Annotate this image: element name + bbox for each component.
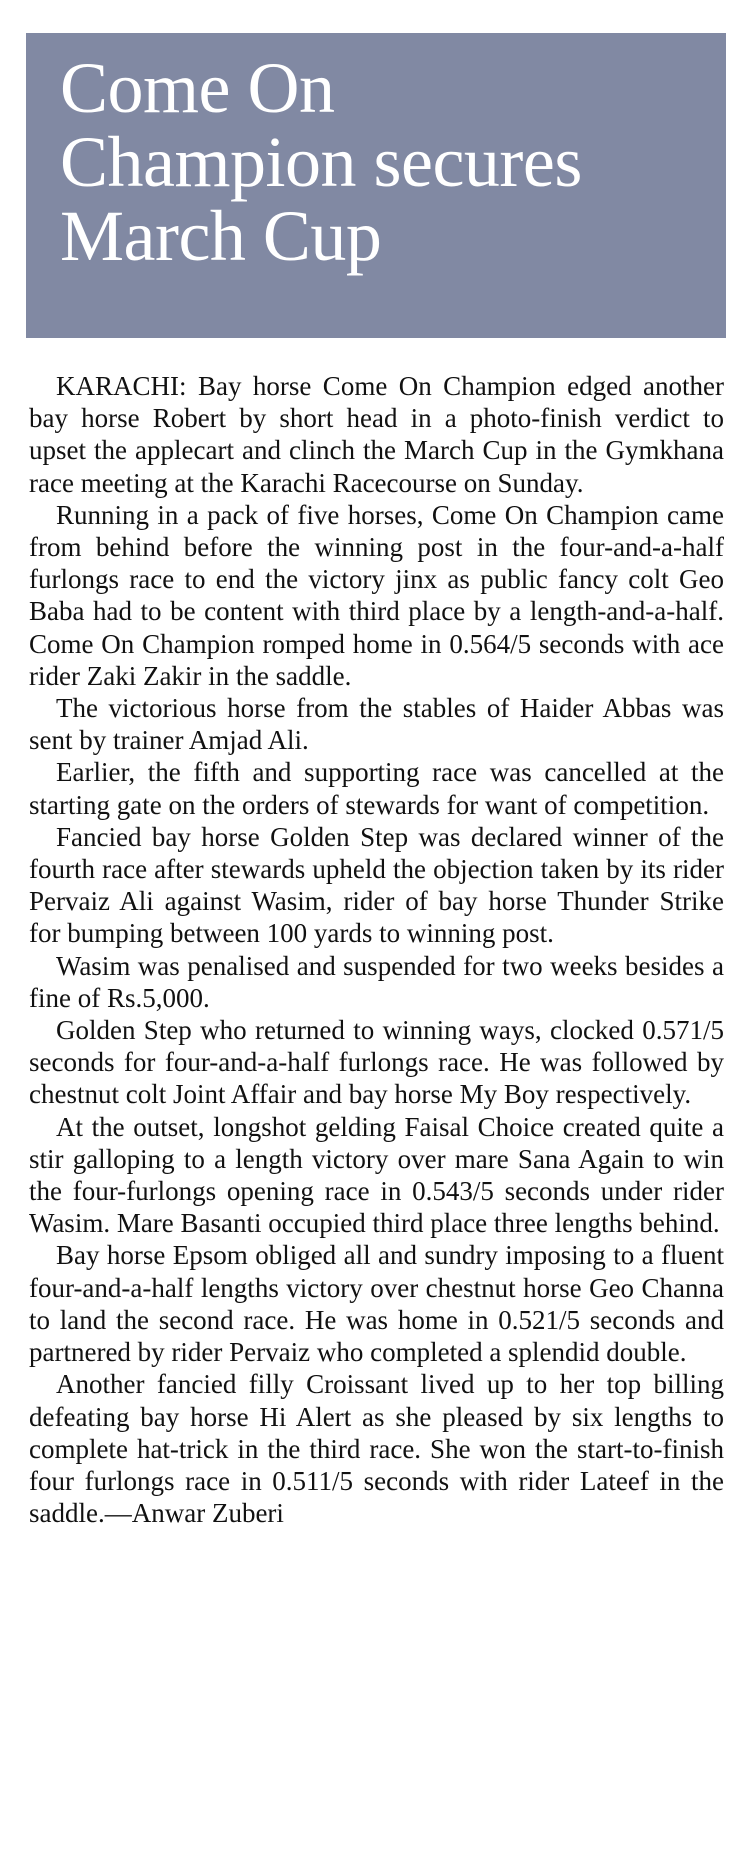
article-paragraph-9: Bay horse Epsom obliged all and sundry imposing to a fluent four-and-a-half lengths victory over chestnut horse Geo Channa to land the second race. He was home in 0.521/5 seconds and partnered by rider Pervaiz who completed a splendid double. (29, 1240, 724, 1368)
article-paragraph-3: The victorious horse from the stables of Haider Abbas was sent by trainer Amjad Ali. (29, 693, 724, 756)
article-paragraph-4: Earlier, the fifth and supporting race was cancelled at the starting gate on the orders of stewards for want of competition. (29, 757, 724, 820)
article-paragraph-6: Wasim was penalised and suspended for two weeks besides a fine of Rs.5,000. (29, 950, 724, 1013)
article-paragraph-7: Golden Step who returned to winning ways, clocked 0.571/5 seconds for four-and-a-half furlongs race. He was followed by chestnut colt Joint Affair and bay horse My Boy respectively. (29, 1015, 724, 1110)
headline (60, 48, 726, 276)
article-paragraph-5: Fancied bay horse Golden Step was declared winner of the fourth race after stewards upheld the objection taken by its rider Pervaiz Ali against Wasim, rider of bay horse Thunder Strike for bumping between 100 yards to winning post. (29, 821, 724, 949)
headline-banner (26, 33, 726, 338)
headline-line-1: Come On (60, 48, 335, 128)
headline-line-3: March Cup (60, 196, 382, 276)
article-paragraph-1: KARACHI: Bay horse Come On Champion edged another bay horse Robert by short head in a photo-finish verdict to upset the applecart and clinch the March Cup in the Gymkhana race meeting at the Karachi Racecourse on Sunday. (29, 371, 724, 498)
article-paragraph-8: At the outset, longshot gelding Faisal Choice created quite a stir galloping to a length victory over mare Sana Again to win the four-furlongs opening race in 0.543/5 seconds under rider Wasim. Mare Basanti occupied third place three lengths behind. (29, 1111, 724, 1239)
article-paragraph-2: Running in a pack of five horses, Come On Champion came from behind before the winning post in the four-and-a-half furlongs race to end the victory jinx as public fancy colt Geo Baba had to be content with third place by a length-and-a-half. Come On Champion romped home in 0.564/5 seconds with ace rider Zaki Zakir in the saddle. (29, 499, 724, 691)
headline-line-2: Champion secures (60, 122, 582, 202)
article-paragraph-10: Another fancied filly Croissant lived up to her top billing defeating bay horse Hi Alert as she pleased by six lengths to complete hat-trick in the third race. She won the start-to-finish four furlongs race in 0.511/5 seconds with rider Lateef in the saddle.—Anwar Zuberi (29, 1369, 724, 1529)
article-body (29, 370, 724, 1529)
